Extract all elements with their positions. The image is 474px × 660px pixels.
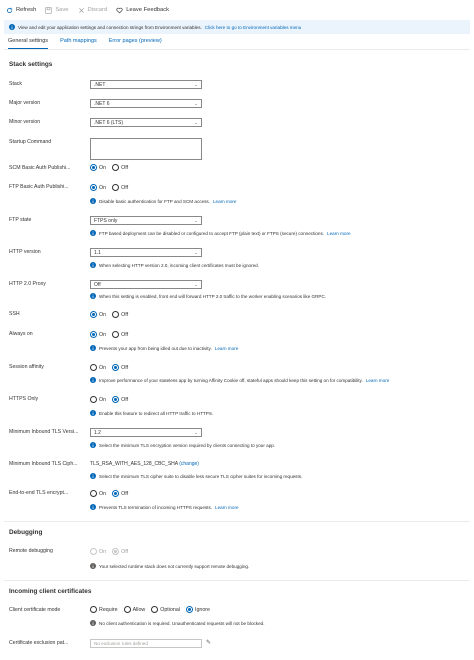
always-on-on-radio[interactable] — [90, 331, 106, 338]
radio-circle — [90, 164, 97, 171]
allow-label: Allow — [132, 606, 146, 613]
https-only-radios — [90, 396, 128, 403]
client-cert-mode-label: Client certificate mode — [9, 607, 61, 613]
radio-circle — [90, 396, 97, 403]
major-version-label: Major version — [9, 100, 41, 106]
off-label: Off — [121, 331, 129, 338]
info-icon: i — [90, 504, 96, 510]
session-affinity-note-text: Improve performance of your stateless app by turning Affinity Cookie off, stateful apps should keep this setting on for compatibility. — [99, 377, 363, 383]
chevron-down-icon: ⌄ — [194, 217, 198, 223]
cert-require-radio[interactable] — [90, 606, 118, 613]
radio-circle — [112, 331, 119, 338]
off-label: Off — [121, 184, 129, 191]
chevron-down-icon: ⌄ — [194, 249, 198, 255]
optional-label: Optional — [160, 606, 180, 613]
ignore-label: Ignore — [194, 606, 210, 613]
affinity-on-radio[interactable] — [90, 364, 106, 371]
startup-command-input[interactable] — [90, 138, 202, 160]
client-cert-mode-note — [90, 620, 264, 626]
on-label: On — [99, 490, 107, 497]
on-label: On — [99, 184, 107, 191]
https-only-off-radio[interactable] — [112, 396, 128, 403]
ssh-off-radio[interactable] — [112, 311, 128, 318]
leave-feedback-button[interactable] — [116, 7, 169, 14]
chevron-down-icon: ⌄ — [194, 119, 198, 125]
remote-debug-off-radio[interactable] — [112, 548, 128, 555]
off-label: Off — [121, 548, 129, 555]
min-tls-cipher-value-row — [90, 461, 199, 467]
e2e-tls-on-radio[interactable] — [90, 490, 106, 497]
minor-version-value: .NET 6 (LTS) — [94, 119, 123, 126]
min-tls-version-value: 1.2 — [94, 429, 101, 436]
always-on-off-radio[interactable] — [112, 331, 128, 338]
http2-proxy-value: Off — [94, 281, 101, 288]
radio-circle — [90, 606, 97, 613]
scm-off-radio[interactable] — [112, 164, 128, 171]
settings-tabs — [8, 38, 162, 49]
http-version-select[interactable] — [90, 248, 202, 257]
learn-more-link[interactable]: Learn more — [215, 504, 239, 510]
affinity-off-radio[interactable] — [112, 364, 128, 371]
http-version-note — [90, 262, 259, 268]
info-icon: i — [90, 198, 96, 204]
http-version-label: HTTP version — [9, 249, 41, 255]
scm-basic-auth-label: SCM Basic Auth Publishi... — [9, 165, 71, 171]
https-only-label: HTTPS Only — [9, 396, 39, 402]
info-icon: i — [90, 563, 96, 569]
min-tls-cipher-note — [90, 473, 302, 479]
chevron-down-icon: ⌄ — [194, 281, 198, 287]
radio-circle — [90, 364, 97, 371]
http-version-note-text: When selecting HTTP version 2.0, incoming client certificates must be ignored. — [99, 262, 260, 268]
radio-circle — [90, 311, 97, 318]
save-label: Save — [55, 7, 69, 13]
info-icon: i — [90, 230, 96, 236]
remote-debugging-label: Remote debugging — [9, 548, 53, 554]
stack-label: Stack — [9, 81, 22, 87]
radio-circle — [112, 490, 119, 497]
radio-circle — [112, 184, 119, 191]
tab-general-settings[interactable]: General settings — [8, 38, 48, 49]
learn-more-link[interactable]: Learn more — [212, 198, 237, 204]
off-label: Off — [121, 164, 129, 171]
on-label: On — [99, 364, 107, 371]
chevron-down-icon: ⌄ — [194, 429, 198, 435]
client-cert-mode-note-text: No client authentication is required. Unauthenticated requests will not be blocked. — [99, 620, 265, 626]
radio-circle — [90, 184, 97, 191]
http-version-value: 1.1 — [94, 249, 101, 256]
https-only-note-text: Enable this feature to redirect all HTTP traffic to HTTPS. — [99, 410, 214, 416]
learn-more-link[interactable]: Learn more — [327, 230, 351, 236]
cert-exclusion-placeholder: No exclusion rules defined — [94, 641, 148, 646]
on-label: On — [99, 548, 107, 555]
discard-button[interactable] — [78, 7, 108, 14]
banner-text: View and edit your application settings and connection strings from Environment variables. — [18, 24, 202, 30]
info-icon: i — [90, 262, 96, 268]
ftp-state-note — [90, 230, 351, 236]
stack-select[interactable] — [90, 80, 202, 89]
tab-divider — [4, 49, 470, 50]
e2e-tls-note-text: Prevents TLS termination of incoming HTTPS requests. — [99, 504, 213, 510]
feedback-label: Leave Feedback — [126, 7, 170, 13]
require-label: Require — [99, 606, 118, 613]
https-only-note — [90, 410, 213, 416]
cert-exclusion-input[interactable] — [90, 639, 202, 648]
info-icon: i — [90, 410, 96, 416]
on-label: On — [99, 164, 107, 171]
radio-circle — [124, 606, 131, 613]
always-on-radios — [90, 331, 128, 338]
e2e-tls-note — [90, 504, 239, 510]
min-tls-version-note-text: Select the minimum TLS encryption version required by clients connecting to your app. — [99, 442, 276, 448]
e2e-tls-off-radio[interactable] — [112, 490, 128, 497]
ssh-radios — [90, 311, 128, 318]
minor-version-label: Minor version — [9, 119, 41, 125]
http2-proxy-note-text: When this setting is enabled, front end will forward HTTP 2.0 traffic to the worker enabling scenarios like GRPC. — [99, 293, 327, 299]
ftp-auth-note-text: Disable basic authentication for FTP and SCM access. — [99, 198, 210, 204]
heart-icon — [116, 7, 123, 14]
radio-circle — [112, 396, 119, 403]
radio-circle — [90, 331, 97, 338]
refresh-icon — [6, 7, 13, 14]
refresh-label: Refresh — [16, 7, 37, 13]
debugging-heading: Debugging — [9, 529, 43, 536]
stack-value: .NET — [94, 81, 106, 88]
session-affinity-label: Session affinity — [9, 364, 44, 370]
learn-more-link[interactable]: Learn more — [214, 345, 239, 351]
major-version-value: .NET 6 — [94, 100, 110, 107]
http2-proxy-label: HTTP 2.0 Proxy — [9, 281, 46, 287]
radio-circle — [151, 606, 158, 613]
cert-allow-radio[interactable] — [124, 606, 146, 613]
major-version-select[interactable] — [90, 99, 202, 108]
section-divider — [4, 521, 470, 522]
scm-on-radio[interactable] — [90, 164, 106, 171]
radio-circle — [90, 548, 97, 555]
ftp-auth-off-radio[interactable] — [112, 184, 128, 191]
ftp-basic-auth-label: FTP Basic Auth Publishi... — [9, 184, 69, 190]
cert-optional-radio[interactable] — [151, 606, 180, 613]
on-label: On — [99, 331, 107, 338]
ftp-state-note-text: FTP based deployment can be disabled or configured to accept FTP (plain text) or FTPS (secure) connections. — [99, 230, 325, 236]
remote-debug-on-radio[interactable] — [90, 548, 106, 555]
on-label: On — [99, 396, 107, 403]
cert-ignore-radio[interactable] — [186, 606, 210, 613]
http2-proxy-select[interactable] — [90, 280, 202, 289]
minor-version-select[interactable] — [90, 118, 202, 127]
min-tls-cipher-label: Minimum Inbound TLS Ciph... — [9, 461, 78, 467]
info-icon: i — [90, 620, 96, 626]
off-label: Off — [121, 396, 129, 403]
ssh-label: SSH — [9, 311, 20, 317]
radio-circle — [112, 364, 119, 371]
always-on-note-text: Prevents your app from being idled out due to inactivity. — [99, 345, 212, 351]
off-label: Off — [121, 364, 129, 371]
min-tls-version-label: Minimum Inbound TLS Versi... — [9, 429, 79, 435]
radio-circle — [112, 164, 119, 171]
environment-variables-link[interactable]: Click here to go to Environment variables menu — [204, 24, 302, 30]
pencil-icon[interactable]: ✎ — [206, 640, 212, 646]
chevron-down-icon: ⌄ — [194, 100, 198, 106]
tab-path-mappings[interactable]: Path mappings — [60, 38, 97, 44]
close-icon — [78, 7, 85, 14]
ftp-auth-on-radio[interactable] — [90, 184, 106, 191]
section-divider — [4, 580, 470, 581]
info-icon: i — [90, 473, 96, 479]
radio-circle — [186, 606, 193, 613]
ftp-state-value: FTPS only — [94, 217, 118, 224]
save-icon — [45, 7, 52, 14]
http2-proxy-note — [90, 293, 326, 299]
client-cert-mode-radios — [90, 606, 210, 613]
ftp-auth-note — [90, 198, 236, 204]
command-bar — [0, 0, 474, 20]
client-certs-heading: Incoming client certificates — [9, 588, 92, 595]
ssh-on-radio[interactable] — [90, 311, 106, 318]
remote-debugging-radios — [90, 548, 128, 555]
remote-debugging-note — [90, 563, 249, 569]
scm-basic-auth-radios — [90, 164, 128, 171]
discard-label: Discard — [87, 7, 108, 13]
tab-error-pages[interactable]: Error pages (preview) — [108, 38, 162, 44]
session-affinity-note — [90, 377, 389, 383]
session-affinity-radios — [90, 364, 128, 371]
https-only-on-radio[interactable] — [90, 396, 106, 403]
always-on-label: Always on — [9, 331, 33, 337]
info-icon: i — [90, 442, 96, 448]
e2e-tls-label: End-to-end TLS encrypt... — [9, 490, 69, 496]
refresh-button[interactable] — [6, 7, 36, 14]
info-icon: i — [90, 293, 96, 299]
learn-more-link[interactable]: Learn more — [365, 377, 390, 383]
min-tls-version-select[interactable] — [90, 428, 202, 437]
save-button[interactable] — [45, 7, 68, 14]
radio-circle — [90, 490, 97, 497]
info-icon: i — [90, 377, 96, 383]
chevron-down-icon: ⌄ — [194, 81, 198, 87]
info-banner — [4, 20, 470, 34]
cert-exclusion-label: Certificate exclusion pat... — [9, 640, 69, 646]
min-tls-version-note — [90, 442, 275, 448]
stack-settings-heading: Stack settings — [9, 61, 53, 68]
change-cipher-link[interactable]: (change) — [179, 461, 199, 467]
startup-command-label: Startup Command — [9, 139, 52, 145]
on-label: On — [99, 311, 107, 318]
ftp-state-label: FTP state — [9, 217, 32, 223]
remote-debugging-note-text: Your selected runtime stack does not currently support remote debugging. — [99, 563, 250, 569]
min-tls-cipher-value: TLS_RSA_WITH_AES_128_CBC_SHA — [90, 461, 178, 467]
info-icon: i — [9, 24, 15, 30]
always-on-note — [90, 345, 238, 351]
radio-circle — [112, 548, 119, 555]
info-icon: i — [90, 345, 96, 351]
off-label: Off — [121, 490, 129, 497]
e2e-tls-radios — [90, 490, 128, 497]
ftp-state-select[interactable] — [90, 216, 202, 225]
off-label: Off — [121, 311, 129, 318]
radio-circle — [112, 311, 119, 318]
ftp-basic-auth-radios — [90, 184, 128, 191]
min-tls-cipher-note-text: Select the minimum TLS cipher suite to disable less secure TLS cipher suites for incoming requests. — [99, 473, 303, 479]
